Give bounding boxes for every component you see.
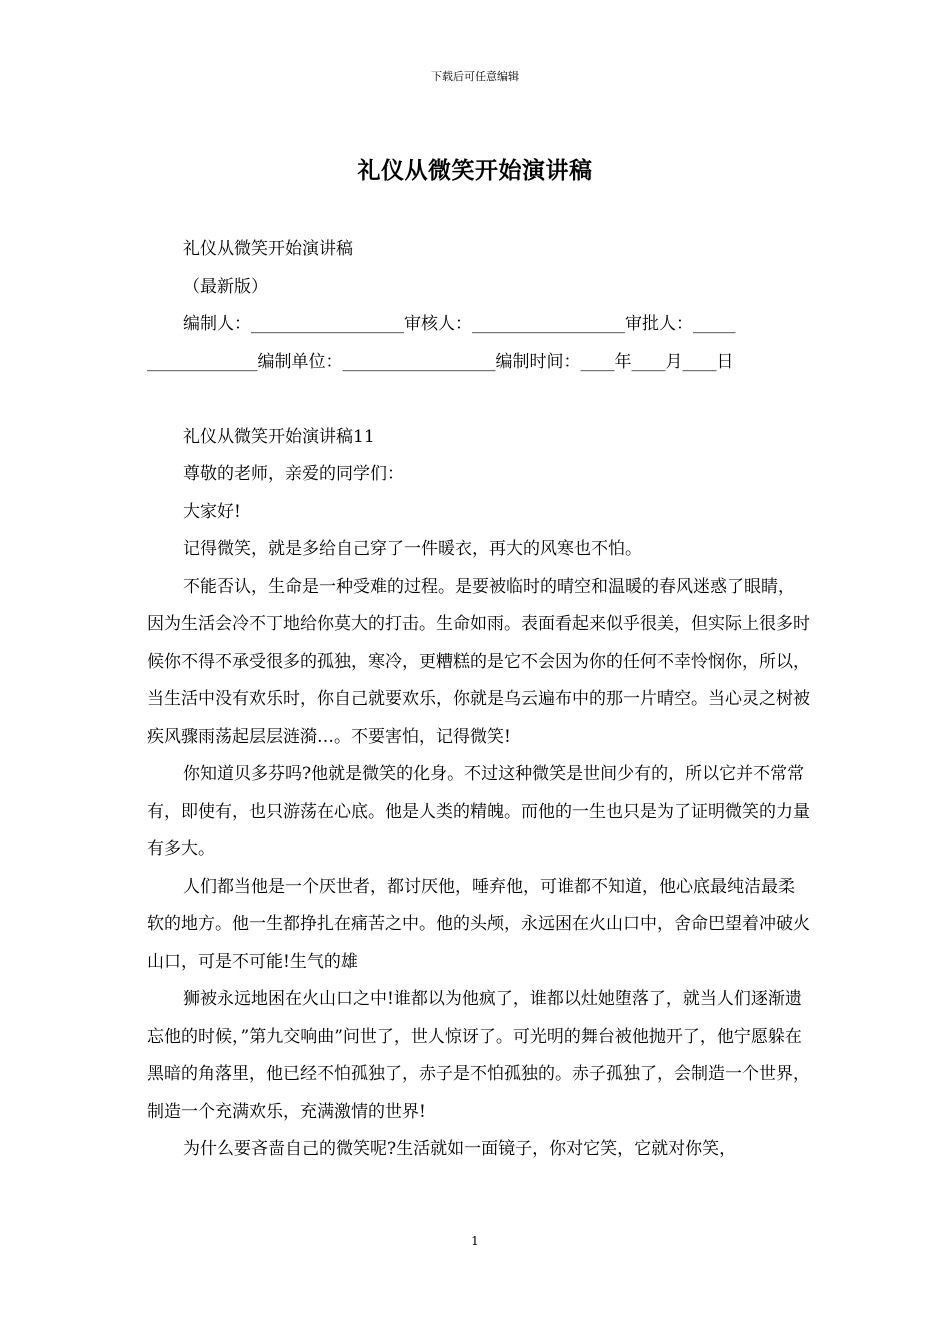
greeting: 大家好!: [183, 501, 241, 522]
meta-edition: （最新版）: [183, 276, 268, 297]
salutation: 尊敬的老师，亲爱的同学们：: [183, 464, 404, 484]
meta-line-2: _____________编制单位：__________________编制时间：____年____月____日: [147, 351, 734, 372]
paragraph: 你知道贝多芬吗?他就是微笑的化身。不过这种微笑是世间少有的，所以它并不常常有，即使有，也只游荡在心底。他是人类的精魄。而他的一生也只是为了证明微笑的力量有多大。: [147, 764, 810, 859]
page-number: 1: [471, 1234, 479, 1248]
meta-doc-title: 礼仪从微笑开始演讲稿: [183, 239, 353, 259]
paragraph: 记得微笑，就是多给自己穿了一件暖衣，再大的风寒也不怕。: [183, 539, 642, 559]
header-note: 下载后可任意编辑: [431, 70, 519, 83]
paragraph: 狮被永远地困在火山口之中!谁都以为他疯了，谁都以灶她堕落了，就当人们逐渐遗忘他的时候，”第九交响曲”问世了，世人惊讶了。可光明的舞台被他抛开了，他宁愿躲在黑暗的角落里，他已经不怕孤独了，赤子是不怕孤独的。赤子孤独了，会制造一个世界，制造一个充满欢乐，充满激情的世界!: [147, 989, 810, 1122]
spacer: [147, 381, 811, 419]
paragraph: 人们都当他是一个厌世者，都讨厌他，唾弃他，可谁都不知道，他心底最纯洁最柔软的地方。他一生都挣扎在痛苦之中。他的头颅，永远困在火山口中，舍命巴望着冲破火山口，可是不可能!生气的雄: [147, 876, 810, 972]
document-title: 礼仪从微笑开始演讲稿: [357, 157, 593, 184]
paragraph: 为什么要吝啬自己的微笑呢?生活就如一面镜子，你对它笑，它就对你笑，: [183, 1139, 737, 1159]
section-title: 礼仪从微笑开始演讲稿11: [183, 426, 375, 447]
meta-line-1: 编制人：__________________审核人：__________________审批人：_____: [183, 314, 736, 334]
paragraph: 不能否认，生命是一种受难的过程。是要被临时的晴空和温暖的春风迷惑了眼睛，因为生活会冷不丁地给你莫大的打击。生命如雨。表面看起来似乎很美，但实际上很多时候你不得不承受很多的孤独，寒冷，更糟糕的是它不会因为你的任何不幸怜悯你，所以，当生活中没有欢乐时，你自己就要欢乐，你就是乌云遍布中的那一片晴空。当心灵之树被疾风骤雨荡起层层涟漪…。不要害怕，记得微笑!: [147, 576, 810, 747]
document-body: [147, 231, 811, 1169]
